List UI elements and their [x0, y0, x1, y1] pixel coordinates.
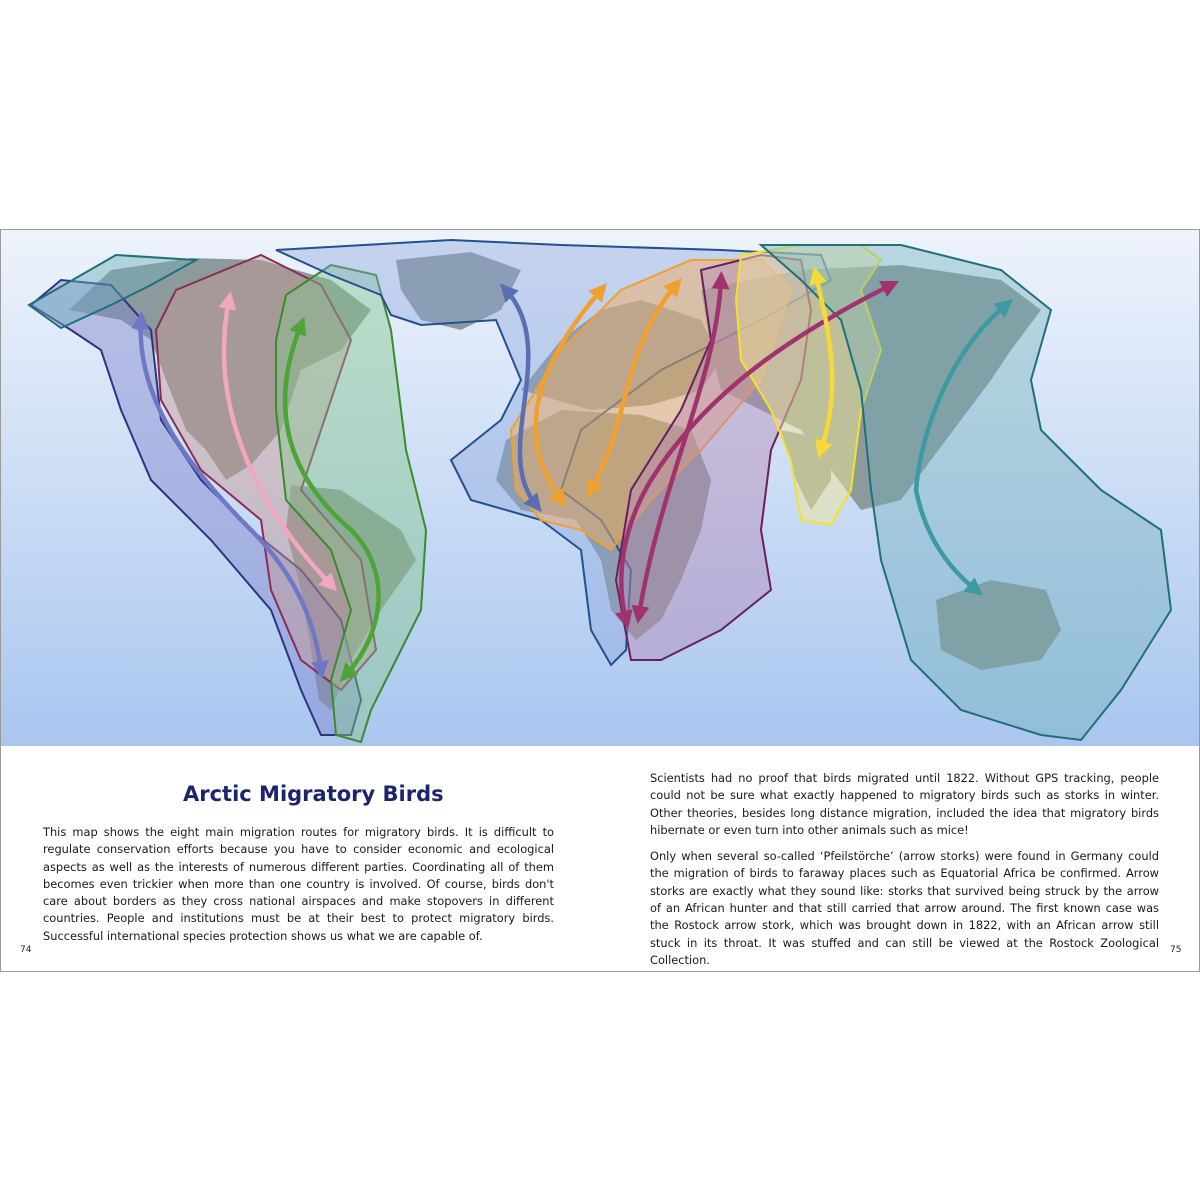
- page-title: Arctic Migratory Birds: [183, 782, 444, 806]
- right-paragraph-1: Scientists had no proof that birds migrated until 1822. Without GPS tracking, people could not be sure what exactly happened to migratory birds such as storks in winter. Other theories, besides long distance migration, included the idea that migratory birds hibernate or even turn into other animals such as mice!: [650, 771, 1159, 837]
- left-paragraph: This map shows the eight main migration routes for migratory birds. It is difficult to regulate conservation efforts because you have to consider economic and ecological aspects as well as the interests of numerous different parties. Coordinating all of them becomes even trickier when more than one country is involved. Of course, birds don't care about borders as they cross national airspaces and make stopovers in different countries. People and institutions must be at their best to protect migratory birds. Successful international species protection shows us what we are capable of.: [43, 825, 554, 943]
- right-paragraph-2: Only when several so-called ‘Pfeilstörche’ (arrow storks) were found in Germany could the migration of birds to faraway places such as Equatorial Africa be confirmed. Arrow storks are exactly what they sound like: storks that survived being struck by the arrow of an African hunter and that still carried that arrow around. The first known case was the Rostock arrow stork, which was brought down in 1822, with an African arrow still stuck in its throat. It was stuffed and can still be viewed at the Rostock Zoological Collection.: [650, 849, 1159, 967]
- migration-map: [1, 230, 1199, 746]
- left-column: [43, 824, 554, 954]
- world-map-svg: [1, 230, 1199, 746]
- page-number-left: 74: [20, 945, 32, 955]
- page-number-right: 75: [1170, 945, 1182, 955]
- right-column: [650, 770, 1159, 978]
- book-spread: [0, 229, 1200, 972]
